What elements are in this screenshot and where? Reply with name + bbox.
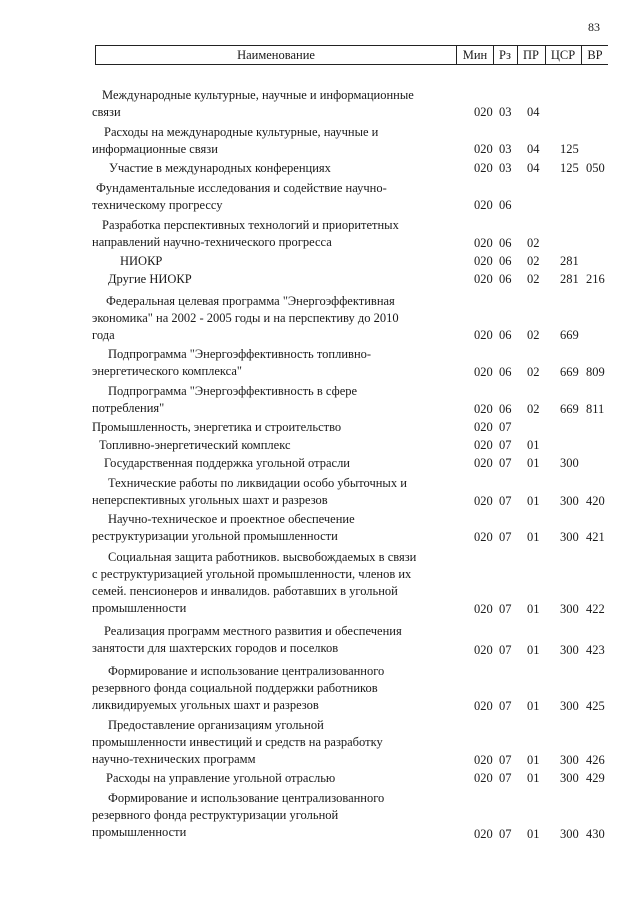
code-csr: 300 <box>560 602 579 616</box>
code-min: 020 <box>474 105 493 119</box>
table-row-description: Разработка перспективных технологий и приоритетных направлений научно-технического прогресса <box>92 218 399 249</box>
code-min: 020 <box>474 198 493 212</box>
code-csr: 300 <box>560 827 579 841</box>
code-min: 020 <box>474 438 493 452</box>
code-csr: 300 <box>560 753 579 767</box>
code-pr: 01 <box>527 827 540 841</box>
table-row-description: Федеральная целевая программа "Энергоэффективная экономика" на 2002 - 2005 годы и на перспективу до 2010 года <box>92 294 399 342</box>
code-rz: 06 <box>499 254 512 268</box>
code-min: 020 <box>474 643 493 657</box>
table-row-description: Научно-техническое и проектное обеспечение реструктуризации угольной промышленности <box>92 512 355 543</box>
code-csr: 281 <box>560 254 579 268</box>
code-min: 020 <box>474 254 493 268</box>
code-rz: 07 <box>499 438 512 452</box>
code-min: 020 <box>474 420 493 434</box>
code-csr: 300 <box>560 530 579 544</box>
code-csr: 125 <box>560 161 579 175</box>
code-pr: 01 <box>527 602 540 616</box>
code-rz: 07 <box>499 456 512 470</box>
code-min: 020 <box>474 456 493 470</box>
header-min: Мин <box>462 48 488 62</box>
code-csr: 669 <box>560 365 579 379</box>
table-row-description: Расходы на международные культурные, научные и информационные связи <box>92 125 379 156</box>
code-rz: 07 <box>499 771 512 785</box>
code-csr: 300 <box>560 494 579 508</box>
code-vr: 430 <box>586 827 605 841</box>
code-csr: 300 <box>560 643 579 657</box>
code-rz: 07 <box>499 420 512 434</box>
table-row-description: Расходы на управление угольной отраслью <box>106 771 336 785</box>
table-row-description: Формирование и использование централизованного резервного фонда реструктуризации угольной промышленности <box>92 791 385 839</box>
code-vr: 426 <box>586 753 605 767</box>
header-rz: Рз <box>499 48 511 62</box>
code-pr: 02 <box>527 236 540 250</box>
code-csr: 125 <box>560 142 579 156</box>
code-vr: 811 <box>586 402 605 416</box>
table-row-description: Топливно-энергетический комплекс <box>99 438 291 452</box>
table-row-description: Подпрограмма "Энергоэффективность в сфере потребления" <box>92 384 358 415</box>
code-min: 020 <box>474 753 493 767</box>
code-min: 020 <box>474 365 493 379</box>
code-pr: 01 <box>527 643 540 657</box>
table-row-description: Формирование и использование централизованного резервного фонда социальной поддержки работников ликвидируемых угольных шахт и разрезов <box>92 664 385 712</box>
code-rz: 06 <box>499 402 512 416</box>
table-row-description: Другие НИОКР <box>108 272 192 286</box>
code-rz: 06 <box>499 328 512 342</box>
code-pr: 02 <box>527 365 540 379</box>
code-pr: 01 <box>527 438 540 452</box>
table-row-description: Участие в международных конференциях <box>109 161 331 175</box>
code-min: 020 <box>474 161 493 175</box>
table-row-description: Международные культурные, научные и информационные связи <box>92 88 414 119</box>
code-csr: 669 <box>560 402 579 416</box>
table-row-description: Промышленность, энергетика и строительство <box>92 420 342 434</box>
code-min: 020 <box>474 827 493 841</box>
table-row-description: НИОКР <box>120 254 163 268</box>
code-csr: 300 <box>560 456 579 470</box>
table-row-description: Государственная поддержка угольной отрасли <box>104 456 350 470</box>
table-row-description: Предоставление организациям угольной промышленности инвестиций и средств на разработку научно-технических программ <box>92 718 383 766</box>
table-row-description: Подпрограмма "Энергоэффективность топливно- энергетического комплекса" <box>92 347 372 378</box>
header-csr: ЦСР <box>550 48 576 62</box>
table-row-description: Технические работы по ликвидации особо убыточных и неперспективных угольных шахт и разрезов <box>92 476 407 507</box>
code-min: 020 <box>474 328 493 342</box>
code-pr: 04 <box>527 105 540 119</box>
code-min: 020 <box>474 494 493 508</box>
code-pr: 02 <box>527 402 540 416</box>
code-min: 020 <box>474 530 493 544</box>
code-pr: 01 <box>527 771 540 785</box>
code-vr: 423 <box>586 643 605 657</box>
header-vr: ВР <box>587 48 603 62</box>
code-min: 020 <box>474 602 493 616</box>
table-row-description: Социальная защита работников. высвобождаемых в связи с реструктуризацией угольной промышленности, членов их семей. пенсионеров и инвалидов. работавших в угольной промышленности <box>92 550 417 615</box>
code-rz: 07 <box>499 827 512 841</box>
code-pr: 01 <box>527 530 540 544</box>
table-row-description: Реализация программ местного развития и обеспечения занятости для шахтерских городов и поселков <box>92 624 402 655</box>
code-pr: 02 <box>527 272 540 286</box>
page-number: 83 <box>588 20 600 34</box>
code-min: 020 <box>474 272 493 286</box>
code-csr: 300 <box>560 699 579 713</box>
code-rz: 07 <box>499 602 512 616</box>
code-rz: 06 <box>499 272 512 286</box>
code-vr: 216 <box>586 272 605 286</box>
code-vr: 809 <box>586 365 605 379</box>
code-vr: 429 <box>586 771 605 785</box>
code-rz: 06 <box>499 365 512 379</box>
code-pr: 04 <box>527 161 540 175</box>
code-min: 020 <box>474 771 493 785</box>
code-rz: 06 <box>499 198 512 212</box>
code-pr: 01 <box>527 699 540 713</box>
code-pr: 01 <box>527 456 540 470</box>
code-pr: 01 <box>527 753 540 767</box>
code-pr: 04 <box>527 142 540 156</box>
code-vr: 420 <box>586 494 605 508</box>
code-pr: 02 <box>527 328 540 342</box>
code-rz: 07 <box>499 699 512 713</box>
code-min: 020 <box>474 699 493 713</box>
code-vr: 425 <box>586 699 605 713</box>
code-rz: 06 <box>499 236 512 250</box>
code-pr: 01 <box>527 494 540 508</box>
code-rz: 07 <box>499 643 512 657</box>
code-csr: 669 <box>560 328 579 342</box>
code-rz: 07 <box>499 530 512 544</box>
code-csr: 300 <box>560 771 579 785</box>
code-vr: 421 <box>586 530 605 544</box>
code-rz: 03 <box>499 161 512 175</box>
code-rz: 03 <box>499 142 512 156</box>
code-min: 020 <box>474 236 493 250</box>
code-rz: 07 <box>499 494 512 508</box>
code-rz: 03 <box>499 105 512 119</box>
code-pr: 02 <box>527 254 540 268</box>
table-row-description: Фундаментальные исследования и содействие научно- техническому прогрессу <box>92 181 387 212</box>
code-min: 020 <box>474 402 493 416</box>
code-vr: 050 <box>586 161 605 175</box>
header-pr: ПР <box>523 48 539 62</box>
code-csr: 281 <box>560 272 579 286</box>
code-vr: 422 <box>586 602 605 616</box>
header-name: Наименование <box>237 48 315 62</box>
code-rz: 07 <box>499 753 512 767</box>
code-min: 020 <box>474 142 493 156</box>
